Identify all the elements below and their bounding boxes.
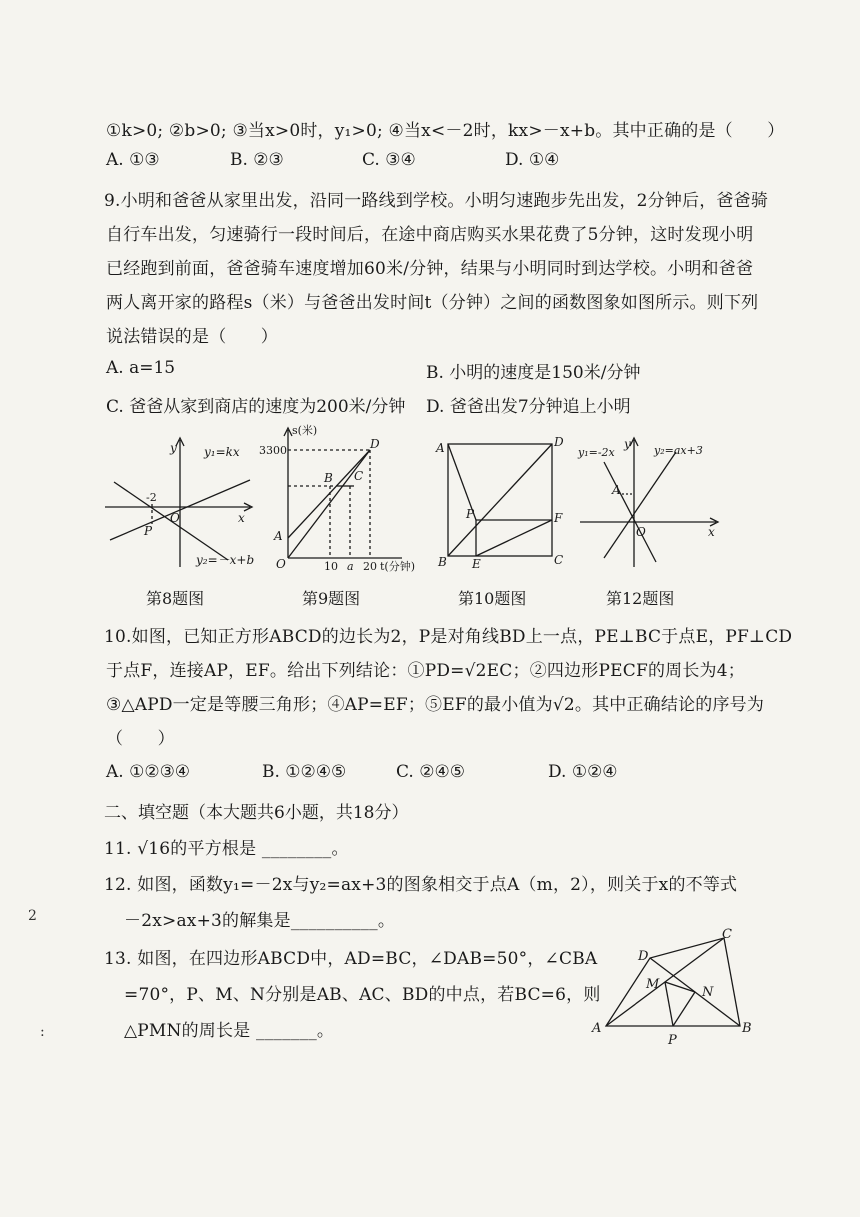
fig13-c-label: C: [722, 927, 732, 942]
caption-fig9: 第9题图: [302, 589, 361, 608]
fig12-x-label: x: [708, 525, 715, 539]
q11: 11. √16的平方根是 ________。: [104, 839, 349, 859]
fig10-a-label: A: [436, 441, 445, 455]
q9-line-2: 自行车出发，匀速骑行一段时间后，在途中商店购买水果花费了5分钟，这时发现小明: [106, 225, 754, 245]
fig9-c-label: C: [354, 469, 364, 483]
fig13-b-label: B: [742, 1021, 752, 1036]
q10-option-d: D. ①②④: [548, 762, 618, 782]
q10-option-c: C. ②④⑤: [396, 762, 465, 782]
fig8-origin-label: O: [170, 511, 180, 525]
fig10-p-label: P: [466, 507, 475, 521]
fig8-x-label: x: [238, 511, 245, 525]
fig8-p-label: P: [144, 524, 153, 538]
fig10-b-label: B: [438, 555, 447, 569]
q9-line-1: 9.小明和爸爸从家里出发，沿同一路线到学校。小明匀速跑步先出发，2分钟后，爸爸骑: [104, 191, 769, 211]
figure-10: [432, 432, 572, 572]
fig8-y-label: y: [170, 441, 177, 455]
fig12-y1-label: y₁=-2x: [578, 446, 615, 459]
q9-option-b: B. 小明的速度是150米/分钟: [426, 363, 641, 383]
q9-line-5: 说法错误的是（ ）: [106, 327, 278, 347]
fig8-y2-label: y₂=－x+b: [196, 553, 255, 567]
margin-mark-2: :: [40, 1024, 45, 1040]
q10-line-4: （ ）: [106, 729, 175, 749]
q12-line-1: 12. 如图，函数y₁=－2x与y₂=ax+3的图象相交于点A（m，2），则关于x的不等式: [104, 875, 738, 895]
fig9-t-label: t(分钟): [380, 560, 416, 573]
q9-option-c: C. 爸爸从家到商店的速度为200米/分钟: [106, 397, 406, 417]
fig9-d-label: D: [370, 437, 380, 451]
caption-fig8: 第8题图: [146, 589, 205, 608]
fig9-t10-label: 10: [324, 560, 338, 573]
q13-line-1: 13. 如图，在四边形ABCD中，AD=BC，∠DAB=50°，∠CBA: [104, 949, 598, 969]
figure-13: [590, 927, 760, 1050]
fig10-d-label: D: [554, 435, 564, 449]
figure-8: [100, 432, 260, 572]
figure-12: [574, 432, 724, 572]
caption-fig10: 第10题图: [458, 589, 527, 608]
fig12-y-label: y: [624, 437, 631, 451]
q10-line-1: 10.如图，已知正方形ABCD的边长为2，P是对角线BD上一点，PE⊥BC于点E，PF⊥CD: [104, 627, 793, 647]
fig9-s-label: s(米): [292, 424, 318, 437]
figure-9: [259, 420, 432, 575]
fig10-c-label: C: [554, 553, 564, 567]
fig13-a-label: A: [592, 1021, 602, 1036]
q8-option-b: B. ②③: [230, 150, 284, 170]
fig9-ta-label: a: [347, 560, 354, 573]
q8-option-c: C. ③④: [362, 150, 416, 170]
fig12-origin-label: O: [636, 525, 646, 539]
fig9-t20-label: 20: [363, 560, 377, 573]
q8-option-a: A. ①③: [106, 150, 160, 170]
q13-line-3: △PMN的周长是 _______。: [124, 1021, 335, 1041]
fig10-f-label: F: [554, 511, 563, 525]
q10-option-a: A. ①②③④: [106, 762, 191, 782]
q10-line-3: ③△APD一定是等腰三角形；④AP=EF；⑤EF的最小值为√2。其中正确结论的序号为: [106, 695, 765, 715]
q9-line-3: 已经跑到前面，爸爸骑车速度增加60米/分钟，结果与小明同时到达学校。小明和爸爸: [106, 259, 754, 279]
fig13-m-label: M: [646, 977, 660, 992]
fig8-neg2-label: -2: [146, 491, 157, 504]
section-2-heading: 二、填空题（本大题共6小题，共18分）: [104, 803, 409, 823]
q8-option-d: D. ①④: [505, 150, 560, 170]
fig13-p-label: P: [668, 1033, 677, 1048]
margin-mark-1: 2: [28, 908, 37, 924]
fig12-y2-label: y₂=ax+3: [654, 444, 703, 457]
q12-line-2: －2x>ax+3的解集是__________。: [124, 911, 396, 931]
fig12-a-label: A: [612, 483, 621, 497]
fig13-n-label: N: [702, 985, 714, 1000]
q9-option-a: A. a=15: [106, 358, 176, 378]
fig13-d-label: D: [638, 949, 649, 964]
fig9-origin-label: O: [276, 557, 286, 571]
q9-option-d: D. 爸爸出发7分钟追上小明: [426, 397, 631, 417]
q8-conclusions: ①k>0; ②b>0; ③当x>0时，y₁>0; ④当x<－2时，kx>－x+b。其中正确的是（ ）: [106, 121, 785, 141]
q10-option-b: B. ①②④⑤: [262, 762, 347, 782]
q13-line-2: =70°，P、M、N分别是AB、AC、BD的中点，若BC=6，则: [124, 985, 601, 1005]
caption-fig12: 第12题图: [606, 589, 675, 608]
q10-line-2: 于点F，连接AP，EF。给出下列结论：①PD=√2EC；②四边形PECF的周长为4；: [106, 661, 745, 681]
fig8-y1-label: y₁=kx: [204, 445, 240, 459]
fig9-b-label: B: [324, 471, 333, 485]
fig9-a-label: A: [274, 529, 283, 543]
fig10-e-label: E: [472, 557, 481, 571]
q9-line-4: 两人离开家的路程s（米）与爸爸出发时间t（分钟）之间的函数图象如图所示。则下列: [106, 293, 759, 313]
fig9-3300-label: 3300: [259, 444, 287, 457]
